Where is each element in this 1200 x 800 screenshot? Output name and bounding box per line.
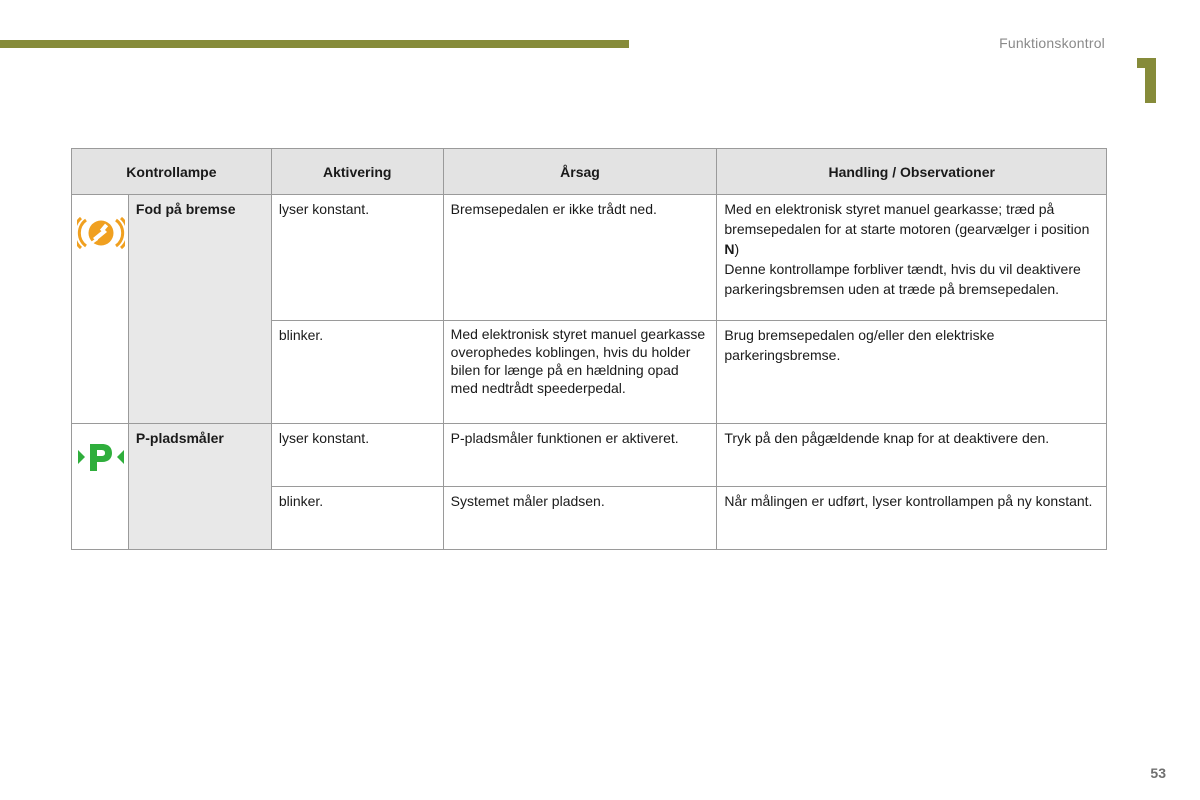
section-title: Funktionskontrol [999,35,1105,51]
table-header-row [72,149,1107,195]
aktivering-cell: blinker. [271,321,443,424]
table-row [72,424,1107,487]
chapter-number-1 [1135,56,1159,104]
aktivering-cell: lyser konstant. [271,195,443,321]
lamp-name-p-pladsmaaler: P-pladsmåler [128,424,271,550]
handling-cell: Når målingen er udført, lyser kontrollampen på ny konstant. [717,487,1107,550]
column-header-handling: Handling / Observationer [717,149,1107,195]
parking-sensor-icon [77,442,125,472]
page-number: 53 [1150,765,1166,781]
handling-text: Med en elektronisk styret manuel gearkasse; træd på bremsepedalen for at starte motoren (gearvælger i position [724,201,1090,237]
aktivering-cell: lyser konstant. [271,424,443,487]
aarsag-cell: Med elektronisk styret manuel gearkasse overophedes koblingen, hvis du holder bilen for længe på en hældning opad med nedtrådt speederpedal. [443,321,717,424]
gear-position-n: N [724,241,735,257]
icon-cell [72,424,129,550]
column-header-kontrollampe: Kontrollampe [72,149,272,195]
header-accent-bar [0,40,629,48]
handling-cell: Brug bremsepedalen og/eller den elektriske parkeringsbremse. [717,321,1107,424]
lamp-name-fod-paa-bremse: Fod på bremse [128,195,271,424]
column-header-aktivering: Aktivering [271,149,443,195]
handling-cell: Tryk på den pågældende knap for at deaktivere den. [717,424,1107,487]
table-row [72,195,1107,321]
icon-cell [72,195,129,424]
brake-pedal-warning-icon [77,216,125,250]
aktivering-cell: blinker. [271,487,443,550]
handling-cell [717,195,1107,321]
aarsag-cell: P-pladsmåler funktionen er aktiveret. [443,424,717,487]
aarsag-cell: Systemet måler pladsen. [443,487,717,550]
handling-extra-text: Denne kontrollampe forbliver tændt, hvis du vil deaktivere parkeringsbremsen uden at træde på bremsepedalen. [724,261,1081,297]
warning-lights-table [71,148,1107,550]
handling-text-end: ) [734,241,740,257]
column-header-aarsag: Årsag [443,149,717,195]
aarsag-cell: Bremsepedalen er ikke trådt ned. [443,195,717,321]
